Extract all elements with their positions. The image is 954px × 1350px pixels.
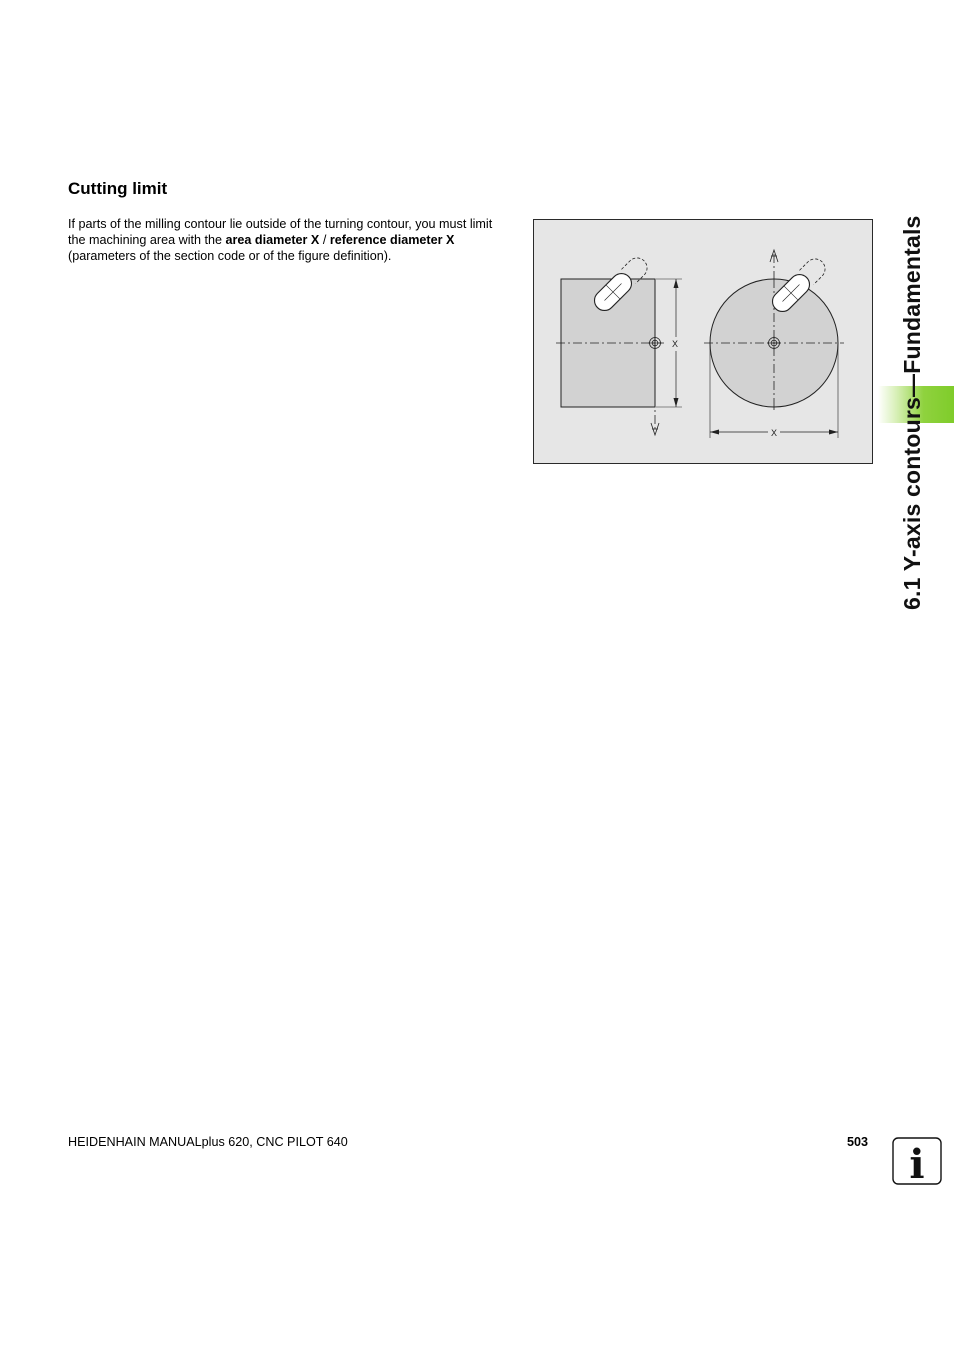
paragraph-text-1: If parts of the milling contour lie outside of the turning contour, you must limit the machining area with the <box>68 217 493 247</box>
paragraph-separator: / <box>319 233 330 247</box>
left-axis-arrow <box>651 423 659 435</box>
right-dimension-label: X <box>771 428 778 438</box>
paragraph-bold-area-diameter: area diameter X <box>225 233 320 247</box>
info-icon-glyph: i <box>909 1141 925 1185</box>
cutting-limit-figure <box>533 219 873 464</box>
info-icon <box>892 1137 942 1185</box>
chapter-title-text: 6.1 Y-axis contours—Fundamentals <box>899 215 925 610</box>
paragraph-bold-reference-diameter: reference diameter X <box>329 233 455 247</box>
left-dimension-label: X <box>672 339 679 349</box>
cutting-limit-drawing <box>534 220 874 465</box>
body-paragraph <box>68 216 508 264</box>
section-heading: Cutting limit <box>68 179 168 198</box>
paragraph-text-2: (parameters of the section code or of the figure definition). <box>68 249 392 263</box>
footer-manual-title: HEIDENHAIN MANUALplus 620, CNC PILOT 640 <box>68 1135 348 1149</box>
page-number: 503 <box>847 1135 869 1149</box>
